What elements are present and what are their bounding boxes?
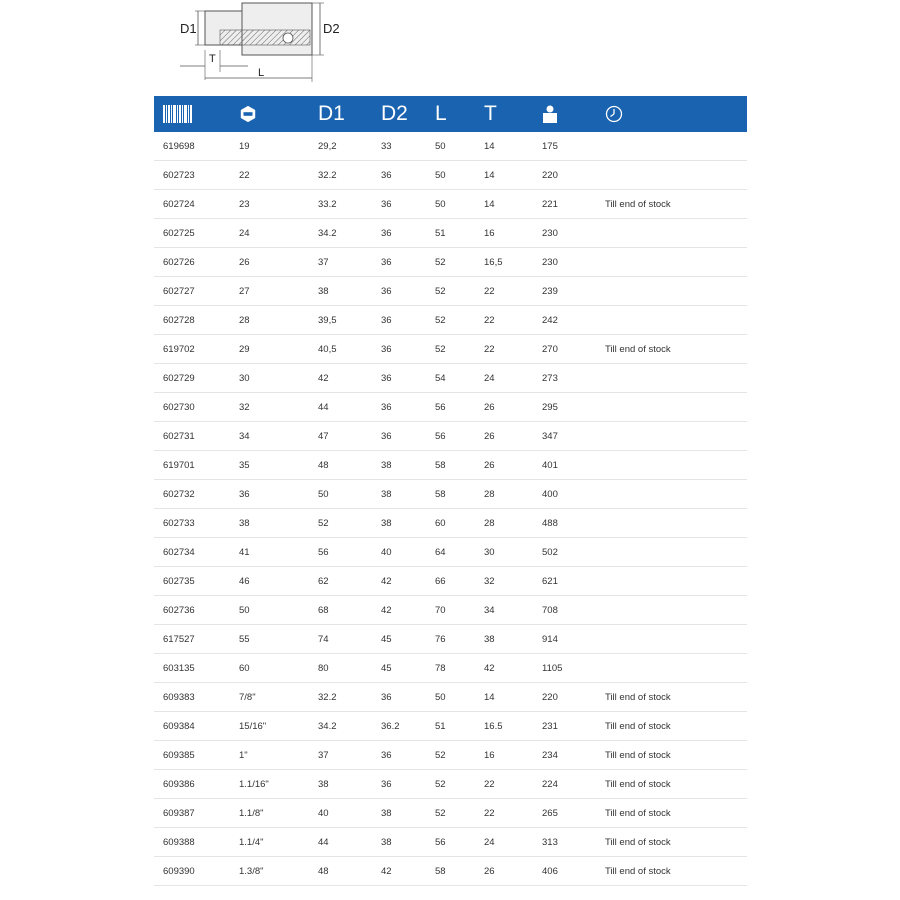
d1-cell: 52: [309, 509, 372, 538]
code-cell: 619698: [154, 132, 230, 161]
d1-cell: 50: [309, 480, 372, 509]
code-cell: 617527: [154, 625, 230, 654]
size-cell: 29: [230, 335, 309, 364]
weight-cell: 295: [533, 393, 596, 422]
l-cell: 52: [426, 335, 475, 364]
availability-note-cell: Till end of stock: [596, 190, 747, 219]
table-row: [154, 335, 747, 364]
weight-cell: 401: [533, 451, 596, 480]
t-cell: 16.5: [475, 712, 533, 741]
table-row: [154, 625, 747, 654]
l-cell: 56: [426, 422, 475, 451]
weight-cell: 220: [533, 683, 596, 712]
size-cell: 35: [230, 451, 309, 480]
d1-cell: 40,5: [309, 335, 372, 364]
t-label: T: [209, 53, 216, 65]
availability-note-cell: [596, 596, 747, 625]
table-row: [154, 770, 747, 799]
t-cell: 28: [475, 480, 533, 509]
size-cell: 7/8": [230, 683, 309, 712]
l-cell: 58: [426, 451, 475, 480]
l-cell: 60: [426, 509, 475, 538]
table-row: [154, 799, 747, 828]
d1-cell: 68: [309, 596, 372, 625]
t-cell: 30: [475, 538, 533, 567]
weight-cell: 400: [533, 480, 596, 509]
l-cell: 52: [426, 770, 475, 799]
d2-cell: 36: [372, 741, 426, 770]
t-cell: 34: [475, 596, 533, 625]
availability-note-cell: [596, 509, 747, 538]
code-cell: 609385: [154, 741, 230, 770]
d1-cell: 39,5: [309, 306, 372, 335]
d1-cell: 48: [309, 451, 372, 480]
code-cell: 602727: [154, 277, 230, 306]
l-cell: 52: [426, 306, 475, 335]
d2-cell: 36: [372, 364, 426, 393]
clock-icon: [605, 105, 623, 123]
size-cell: 50: [230, 596, 309, 625]
size-cell: 24: [230, 219, 309, 248]
product-table: [154, 96, 747, 886]
t-cell: 22: [475, 770, 533, 799]
d2-cell: 36: [372, 335, 426, 364]
t-cell: 24: [475, 364, 533, 393]
t-cell: 22: [475, 799, 533, 828]
size-cell: 60: [230, 654, 309, 683]
code-cell: 609388: [154, 828, 230, 857]
t-cell: 26: [475, 393, 533, 422]
table-row: [154, 712, 747, 741]
l-cell: 51: [426, 712, 475, 741]
availability-note-cell: [596, 625, 747, 654]
table-row: [154, 451, 747, 480]
header-d2: D2: [381, 102, 408, 125]
code-cell: 609386: [154, 770, 230, 799]
table-row: [154, 132, 747, 161]
size-cell: 1.1/4": [230, 828, 309, 857]
availability-note-cell: Till end of stock: [596, 741, 747, 770]
l-cell: 58: [426, 857, 475, 886]
product-table-container: [154, 96, 747, 886]
t-cell: 28: [475, 509, 533, 538]
hex-nut-icon: [239, 105, 257, 123]
weight-cell: 914: [533, 625, 596, 654]
d2-cell: 36: [372, 422, 426, 451]
d2-cell: 45: [372, 654, 426, 683]
d2-cell: 36: [372, 306, 426, 335]
weight-cell: 273: [533, 364, 596, 393]
availability-note-cell: Till end of stock: [596, 712, 747, 741]
header-d1: D1: [318, 102, 345, 125]
d2-cell: 40: [372, 538, 426, 567]
d1-cell: 38: [309, 770, 372, 799]
code-cell: 603135: [154, 654, 230, 683]
code-cell: 609387: [154, 799, 230, 828]
code-cell: 602732: [154, 480, 230, 509]
code-cell: 602731: [154, 422, 230, 451]
code-cell: 602728: [154, 306, 230, 335]
code-cell: 609384: [154, 712, 230, 741]
size-cell: 36: [230, 480, 309, 509]
weight-cell: 406: [533, 857, 596, 886]
availability-note-cell: [596, 248, 747, 277]
weight-cell: 265: [533, 799, 596, 828]
weight-cell: 347: [533, 422, 596, 451]
size-cell: 15/16": [230, 712, 309, 741]
d2-cell: 36.2: [372, 712, 426, 741]
size-cell: 1": [230, 741, 309, 770]
table-row: [154, 567, 747, 596]
d1-cell: 37: [309, 741, 372, 770]
d1-cell: 44: [309, 393, 372, 422]
t-cell: 14: [475, 132, 533, 161]
weight-cell: 621: [533, 567, 596, 596]
d1-cell: 37: [309, 248, 372, 277]
code-cell: 602735: [154, 567, 230, 596]
t-cell: 22: [475, 335, 533, 364]
d1-cell: 80: [309, 654, 372, 683]
size-cell: 1.1/8": [230, 799, 309, 828]
l-cell: 56: [426, 393, 475, 422]
availability-note-cell: Till end of stock: [596, 335, 747, 364]
code-cell: 602734: [154, 538, 230, 567]
t-cell: 16: [475, 219, 533, 248]
d1-cell: 62: [309, 567, 372, 596]
code-cell: 602725: [154, 219, 230, 248]
weight-cell: 708: [533, 596, 596, 625]
t-cell: 16: [475, 741, 533, 770]
availability-note-cell: [596, 219, 747, 248]
t-cell: 26: [475, 857, 533, 886]
weight-cell: 242: [533, 306, 596, 335]
table-row: [154, 422, 747, 451]
code-cell: 602726: [154, 248, 230, 277]
table-row: [154, 741, 747, 770]
size-cell: 27: [230, 277, 309, 306]
weight-icon: [542, 105, 558, 123]
t-cell: 26: [475, 422, 533, 451]
table-row: [154, 161, 747, 190]
size-cell: 22: [230, 161, 309, 190]
table-row: [154, 683, 747, 712]
weight-cell: 270: [533, 335, 596, 364]
weight-cell: 230: [533, 248, 596, 277]
code-cell: 602730: [154, 393, 230, 422]
d1-cell: 32.2: [309, 683, 372, 712]
weight-cell: 224: [533, 770, 596, 799]
size-cell: 41: [230, 538, 309, 567]
barcode-icon: [163, 105, 193, 123]
d2-cell: 36: [372, 683, 426, 712]
l-cell: 70: [426, 596, 475, 625]
weight-cell: 175: [533, 132, 596, 161]
l-cell: 50: [426, 683, 475, 712]
table-row: [154, 480, 747, 509]
l-cell: 56: [426, 828, 475, 857]
l-cell: 52: [426, 277, 475, 306]
size-cell: 1.1/16": [230, 770, 309, 799]
code-cell: 619702: [154, 335, 230, 364]
d2-cell: 36: [372, 770, 426, 799]
d1-label: D1: [180, 21, 197, 36]
availability-note-cell: [596, 654, 747, 683]
code-cell: 602733: [154, 509, 230, 538]
d1-cell: 47: [309, 422, 372, 451]
d2-cell: 45: [372, 625, 426, 654]
weight-cell: 502: [533, 538, 596, 567]
l-cell: 76: [426, 625, 475, 654]
t-cell: 14: [475, 683, 533, 712]
l-cell: 52: [426, 741, 475, 770]
table-row: [154, 538, 747, 567]
d2-cell: 38: [372, 828, 426, 857]
size-cell: 46: [230, 567, 309, 596]
availability-note-cell: [596, 161, 747, 190]
availability-note-cell: Till end of stock: [596, 857, 747, 886]
table-row: [154, 277, 747, 306]
availability-note-cell: [596, 422, 747, 451]
d2-cell: 38: [372, 799, 426, 828]
size-cell: 1.3/8": [230, 857, 309, 886]
t-cell: 32: [475, 567, 533, 596]
d1-cell: 48: [309, 857, 372, 886]
l-cell: 50: [426, 190, 475, 219]
header-code: [154, 96, 230, 132]
code-cell: 619701: [154, 451, 230, 480]
weight-cell: 488: [533, 509, 596, 538]
d1-cell: 34.2: [309, 219, 372, 248]
d2-cell: 36: [372, 277, 426, 306]
table-row: [154, 219, 747, 248]
l-cell: 64: [426, 538, 475, 567]
d2-cell: 42: [372, 596, 426, 625]
table-row: [154, 248, 747, 277]
code-cell: 602736: [154, 596, 230, 625]
l-cell: 51: [426, 219, 475, 248]
d1-cell: 34.2: [309, 712, 372, 741]
availability-note-cell: [596, 451, 747, 480]
size-cell: 38: [230, 509, 309, 538]
size-cell: 19: [230, 132, 309, 161]
header-t: T: [484, 102, 497, 125]
weight-cell: 231: [533, 712, 596, 741]
availability-note-cell: [596, 306, 747, 335]
availability-note-cell: Till end of stock: [596, 799, 747, 828]
availability-note-cell: [596, 393, 747, 422]
availability-note-cell: Till end of stock: [596, 828, 747, 857]
table-header-row: [154, 96, 747, 132]
weight-cell: 220: [533, 161, 596, 190]
weight-cell: 313: [533, 828, 596, 857]
l-cell: 78: [426, 654, 475, 683]
size-cell: 30: [230, 364, 309, 393]
table-row: [154, 306, 747, 335]
d1-cell: 29,2: [309, 132, 372, 161]
table-row: [154, 857, 747, 886]
header-weight: [533, 96, 596, 132]
d1-cell: 33.2: [309, 190, 372, 219]
t-cell: 42: [475, 654, 533, 683]
t-cell: 38: [475, 625, 533, 654]
size-cell: 55: [230, 625, 309, 654]
size-cell: 34: [230, 422, 309, 451]
t-cell: 16,5: [475, 248, 533, 277]
l-label: L: [258, 67, 265, 79]
size-cell: 26: [230, 248, 309, 277]
code-cell: 602723: [154, 161, 230, 190]
size-cell: 32: [230, 393, 309, 422]
code-cell: 602724: [154, 190, 230, 219]
d2-label: D2: [323, 21, 340, 36]
weight-cell: 230: [533, 219, 596, 248]
l-cell: 54: [426, 364, 475, 393]
l-cell: 58: [426, 480, 475, 509]
availability-note-cell: Till end of stock: [596, 770, 747, 799]
t-cell: 22: [475, 277, 533, 306]
table-row: [154, 828, 747, 857]
code-cell: 609383: [154, 683, 230, 712]
d1-cell: 56: [309, 538, 372, 567]
table-row: [154, 190, 747, 219]
weight-cell: 1105: [533, 654, 596, 683]
table-row: [154, 393, 747, 422]
availability-note-cell: [596, 567, 747, 596]
d2-cell: 36: [372, 219, 426, 248]
d2-cell: 38: [372, 480, 426, 509]
weight-cell: 221: [533, 190, 596, 219]
d1-cell: 74: [309, 625, 372, 654]
d2-cell: 36: [372, 393, 426, 422]
d1-cell: 42: [309, 364, 372, 393]
d1-cell: 44: [309, 828, 372, 857]
availability-note-cell: [596, 277, 747, 306]
availability-note-cell: [596, 132, 747, 161]
code-cell: 602729: [154, 364, 230, 393]
header-availability: [596, 96, 747, 132]
size-cell: 28: [230, 306, 309, 335]
table-body: [154, 132, 747, 886]
d2-cell: 36: [372, 190, 426, 219]
l-cell: 52: [426, 248, 475, 277]
header-l: L: [435, 102, 447, 125]
socket-dimension-diagram: [170, 0, 360, 85]
l-cell: 50: [426, 132, 475, 161]
t-cell: 22: [475, 306, 533, 335]
t-cell: 26: [475, 451, 533, 480]
table-row: [154, 596, 747, 625]
weight-cell: 239: [533, 277, 596, 306]
l-cell: 50: [426, 161, 475, 190]
weight-cell: 234: [533, 741, 596, 770]
t-cell: 14: [475, 190, 533, 219]
table-row: [154, 509, 747, 538]
d2-cell: 36: [372, 161, 426, 190]
d2-cell: 36: [372, 248, 426, 277]
d1-cell: 40: [309, 799, 372, 828]
availability-note-cell: [596, 538, 747, 567]
d2-cell: 42: [372, 567, 426, 596]
code-cell: 609390: [154, 857, 230, 886]
l-cell: 52: [426, 799, 475, 828]
t-cell: 24: [475, 828, 533, 857]
d2-cell: 42: [372, 857, 426, 886]
table-row: [154, 654, 747, 683]
availability-note-cell: [596, 364, 747, 393]
d1-cell: 38: [309, 277, 372, 306]
l-cell: 66: [426, 567, 475, 596]
d2-cell: 38: [372, 509, 426, 538]
header-size: [230, 96, 309, 132]
availability-note-cell: Till end of stock: [596, 683, 747, 712]
d1-cell: 32.2: [309, 161, 372, 190]
table-row: [154, 364, 747, 393]
d2-cell: 38: [372, 451, 426, 480]
t-cell: 14: [475, 161, 533, 190]
d2-cell: 33: [372, 132, 426, 161]
availability-note-cell: [596, 480, 747, 509]
size-cell: 23: [230, 190, 309, 219]
